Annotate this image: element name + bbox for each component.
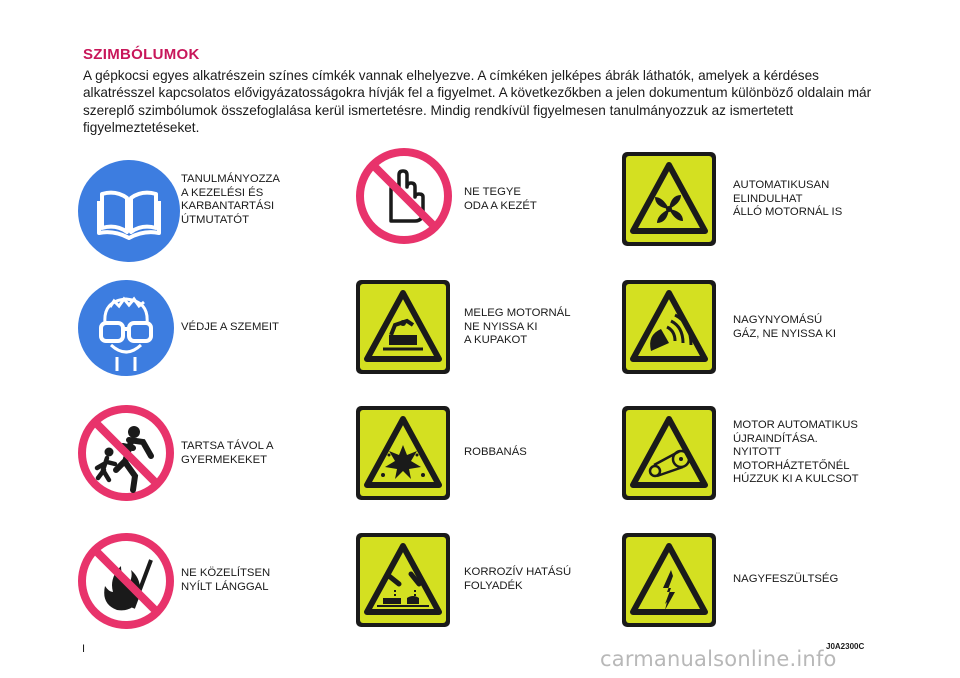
intro-paragraph: A gépkocsi egyes alkatrészein színes címkék vannak elhelyezve. A címkéken jelképes ábrák láthatók, amelyek a kérdéses alkatrésszel kapcsolatos elővigyázatosságokra hívják fel a figyelmet. A következőkben a jelen dokumentum különböző oldalain már szereplő szimbólumok összefoglalása kerül ismertetésre. Mindig rendkívül figyelmesen tanulmányozzuk az ismertetett figyelmeztetéseket. [83,68,872,136]
symbol-label-voltage: NAGYFESZÜLTSÉG [733,573,839,585]
hot-radiator-warning-icon [355,279,451,375]
symbol-label-book: TANULMÁNYOZZA A KEZELÉSI ÉS KARBANTARTÁSI ÚTMUTATÓT [181,173,280,226]
page-number: I [82,643,86,655]
symbol-label-fan: AUTOMATIKUSAN ELINDULHAT ÁLLÓ MOTORNÁL IS [733,179,843,219]
watermark: carmanualsonline.info [600,647,837,671]
symbol-label-hot: MELEG MOTORNÁL NE NYISSA KI A KUPAKOT [464,307,571,347]
symbol-label-pressure: NAGYNYOMÁSÚ GÁZ, NE NYISSA KI [733,314,836,340]
symbol-label-hand: NE TEGYE ODA A KEZÉT [464,186,537,212]
belt-restart-warning-icon [621,405,717,501]
page-heading: SZIMBÓLUMOK [83,46,200,63]
symbol-label-corrosive: KORROZÍV HATÁSÚ FOLYADÉK [464,566,572,592]
symbol-label-explosion: ROBBANÁS [464,446,527,458]
symbol-label-belt: MOTOR AUTOMATIKUS ÚJRAINDÍTÁSA. NYITOTT MOTORHÁZTETŐNÉL HÚZZUK KI A KULCSOT [733,419,859,486]
children-prohibited-icon [77,404,175,502]
open-flame-prohibited-icon [77,532,175,630]
corrosive-warning-icon [355,532,451,628]
symbol-label-flame: NE KÖZELÍTSEN NYÍLT LÁNGGAL [181,567,271,593]
high-voltage-warning-icon [621,532,717,628]
image-code: J0A2300C [826,642,865,651]
explosion-warning-icon [355,405,451,501]
pressure-warning-icon [621,279,717,375]
symbol-label-goggles: VÉDJE A SZEMEIT [181,321,279,333]
hand-prohibited-icon [355,147,453,245]
book-icon [77,159,181,263]
fan-warning-icon [621,151,717,247]
goggles-icon [77,279,175,377]
symbol-label-children: TARTSA TÁVOL A GYERMEKEKET [181,440,274,466]
